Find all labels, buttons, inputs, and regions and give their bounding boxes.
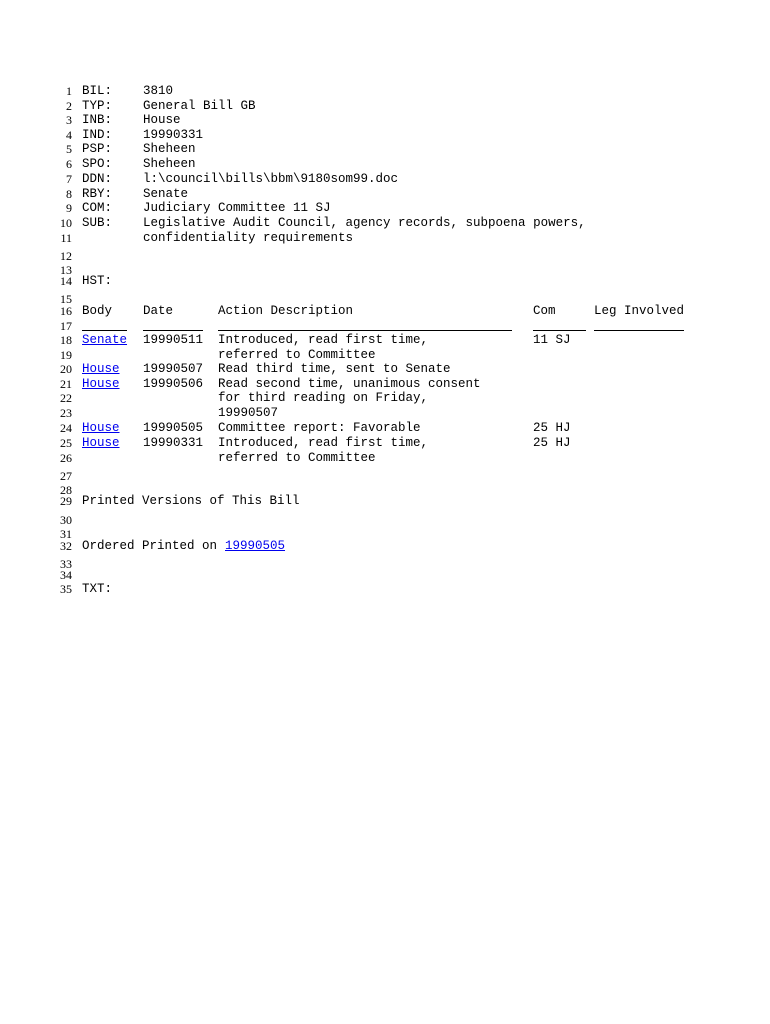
line-number: 26: [60, 451, 72, 465]
history-header-leg: Leg Involved: [594, 304, 685, 318]
line-number: 11: [60, 231, 72, 245]
field-value-ddn: l:\council\bills\bbm\9180som99.doc: [143, 172, 399, 186]
line-number: 2: [66, 99, 72, 113]
history-row-date: 19990507: [143, 362, 204, 376]
line-number: 25: [60, 436, 72, 450]
line-number: 15: [60, 292, 72, 306]
line-number: 34: [60, 568, 72, 582]
line-number: 1: [66, 84, 72, 98]
field-value-com: Judiciary Committee 11 SJ: [143, 201, 331, 215]
line-number: 9: [66, 201, 72, 215]
history-row-action: for third reading on Friday,: [218, 391, 429, 405]
line-number: 5: [66, 142, 72, 156]
history-header-com: Com: [533, 304, 556, 318]
field-key-rby: RBY:: [82, 187, 113, 201]
line-number: 21: [60, 377, 72, 391]
header-rule-action: [218, 330, 512, 331]
line-number: 10: [60, 216, 72, 230]
history-row-action: Read third time, sent to Senate: [218, 362, 451, 376]
history-row-body-link[interactable]: House: [82, 436, 120, 450]
history-row-com: 25 HJ: [533, 436, 571, 450]
history-row-action: 19990507: [218, 406, 279, 420]
history-row-date: 19990331: [143, 436, 204, 450]
history-row-action: Introduced, read first time,: [218, 436, 429, 450]
history-row-body-link[interactable]: House: [82, 421, 120, 435]
field-key-inb: INB:: [82, 113, 113, 127]
header-rule-com: [533, 330, 586, 331]
field-value-inb: House: [143, 113, 181, 127]
ordered-printed-date-link[interactable]: 19990505: [225, 539, 286, 553]
header-rule-leg: [594, 330, 684, 331]
history-row-com: 25 HJ: [533, 421, 571, 435]
field-key-bil: BIL:: [82, 84, 113, 98]
history-header-body: Body: [82, 304, 113, 318]
history-row-action: Committee report: Favorable: [218, 421, 421, 435]
history-row-date: 19990511: [143, 333, 204, 347]
field-value-sub-continued: confidentiality requirements: [143, 231, 354, 245]
line-number: 33: [60, 557, 72, 571]
line-number: 31: [60, 527, 72, 541]
line-number: 32: [60, 539, 72, 553]
line-number: 29: [60, 494, 72, 508]
field-key-ind: IND:: [82, 128, 113, 142]
field-value-ind: 19990331: [143, 128, 204, 142]
history-row-body-link[interactable]: House: [82, 377, 120, 391]
txt-label: TXT:: [82, 582, 113, 596]
history-header-action: Action Description: [218, 304, 354, 318]
field-value-rby: Senate: [143, 187, 189, 201]
field-value-spo: Sheheen: [143, 157, 196, 171]
line-number: 17: [60, 319, 72, 333]
field-value-typ: General Bill GB: [143, 99, 256, 113]
line-number: 24: [60, 421, 72, 435]
line-number: 6: [66, 157, 72, 171]
history-row-body-link[interactable]: Senate: [82, 333, 128, 347]
field-key-typ: TYP:: [82, 99, 113, 113]
field-value-psp: Sheheen: [143, 142, 196, 156]
header-rule-date: [143, 330, 203, 331]
line-number: 35: [60, 582, 72, 596]
history-row-date: 19990505: [143, 421, 204, 435]
line-number: 23: [60, 406, 72, 420]
history-row-action: Introduced, read first time,: [218, 333, 429, 347]
history-header-date: Date: [143, 304, 174, 318]
field-key-com: COM:: [82, 201, 113, 215]
history-row-action: referred to Committee: [218, 451, 376, 465]
line-number: 16: [60, 304, 72, 318]
line-number: 7: [66, 172, 72, 186]
line-number: 20: [60, 362, 72, 376]
field-key-ddn: DDN:: [82, 172, 113, 186]
line-number: 13: [60, 263, 72, 277]
header-rule-body: [82, 330, 127, 331]
line-number: 8: [66, 187, 72, 201]
line-number: 30: [60, 513, 72, 527]
field-key-sub: SUB:: [82, 216, 113, 230]
history-row-body-link[interactable]: House: [82, 362, 120, 376]
field-value-bil: 3810: [143, 84, 174, 98]
field-value-sub: Legislative Audit Council, agency records, subpoena powers,: [143, 216, 586, 230]
history-label: HST:: [82, 274, 113, 288]
line-number: 4: [66, 128, 72, 142]
line-number: 28: [60, 483, 72, 497]
field-key-psp: PSP:: [82, 142, 113, 156]
ordered-printed-label: Ordered Printed on: [82, 539, 218, 553]
line-number: 19: [60, 348, 72, 362]
history-row-com: 11 SJ: [533, 333, 571, 347]
printed-versions-heading: Printed Versions of This Bill: [82, 494, 300, 508]
line-number: 27: [60, 469, 72, 483]
history-row-action: referred to Committee: [218, 348, 376, 362]
field-key-spo: SPO:: [82, 157, 113, 171]
line-number: 3: [66, 113, 72, 127]
history-row-date: 19990506: [143, 377, 204, 391]
line-number: 14: [60, 274, 72, 288]
line-number: 12: [60, 249, 72, 263]
line-number: 22: [60, 391, 72, 405]
line-number: 18: [60, 333, 72, 347]
history-row-action: Read second time, unanimous consent: [218, 377, 481, 391]
